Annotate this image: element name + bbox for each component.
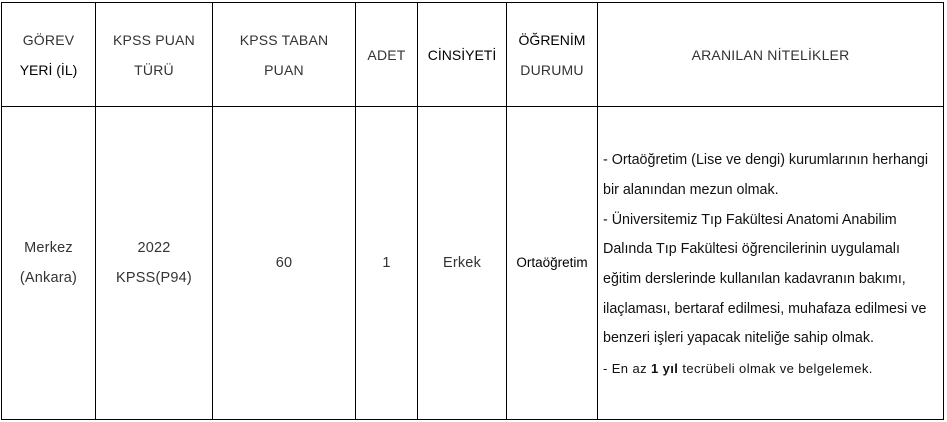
header-gender <box>418 3 507 107</box>
header-count-label: ADET <box>367 46 406 63</box>
cell-qualifications <box>598 107 944 420</box>
experience-suffix: tecrübeli olmak ve belgelemek. <box>682 361 873 377</box>
header-score-type-line1: KPSS PUAN <box>113 31 195 48</box>
header-location-line2: YERİ (İL) <box>19 61 78 78</box>
cell-base-score <box>213 107 356 420</box>
score-type-line2: KPSS(P94) <box>116 270 192 286</box>
cell-location <box>2 107 96 420</box>
header-location <box>2 3 96 107</box>
job-listing-table <box>1 2 944 420</box>
header-base-score <box>213 3 356 107</box>
header-row <box>2 3 944 107</box>
table-row <box>2 107 944 420</box>
header-education-line2: DURUMU <box>520 61 584 78</box>
score-type-line1: 2022 <box>137 240 171 256</box>
location-line2: (Ankara) <box>19 270 78 286</box>
location-line1: Merkez <box>24 240 73 256</box>
experience-amount: 1 yıl <box>651 361 679 377</box>
header-qualifications-label: ARANILAN NİTELİKLER <box>691 46 850 63</box>
experience-line <box>603 354 937 384</box>
qualification-line: - Üniversitemiz Tıp Fakültesi Anatomi Anabilim <box>603 211 897 228</box>
header-base-score-line1: KPSS TABAN <box>239 31 329 48</box>
header-qualifications <box>598 3 944 107</box>
cell-score-type <box>96 107 213 420</box>
header-education-line1: ÖĞRENİM <box>518 31 586 48</box>
qualification-line: benzeri işleri yapacak niteliğe sahip olmak. <box>603 330 874 347</box>
cell-gender <box>418 107 507 420</box>
header-gender-label: CİNSİYETİ <box>427 46 497 63</box>
qualification-line: eğitim derslerinde kullanılan kadavranın bakımı, <box>603 271 906 287</box>
education-value: Ortaöğretim <box>516 255 588 270</box>
count-value: 1 <box>382 255 391 271</box>
header-score-type-line2: TÜRÜ <box>134 61 174 78</box>
cell-education <box>507 107 598 420</box>
cell-count <box>356 107 418 420</box>
qualification-line: ilaçlaması, bertaraf edilmesi, muhafaza edilmesi ve <box>603 300 927 317</box>
qualification-line: Dalında Tıp Fakültesi öğrencilerinin uygulamalı <box>603 241 900 258</box>
gender-value: Erkek <box>442 255 482 271</box>
qualification-line: bir alanından mezun olmak. <box>603 181 779 198</box>
experience-prefix: - En az <box>603 361 647 377</box>
base-score-value: 60 <box>275 255 293 271</box>
header-location-line1: GÖREV <box>22 31 75 48</box>
header-base-score-line2: PUAN <box>264 61 304 78</box>
header-education <box>507 3 598 107</box>
qualification-line: - Ortaöğretim (Lise ve dengi) kurumlarının herhangi <box>603 152 929 169</box>
header-count <box>356 3 418 107</box>
header-score-type <box>96 3 213 107</box>
